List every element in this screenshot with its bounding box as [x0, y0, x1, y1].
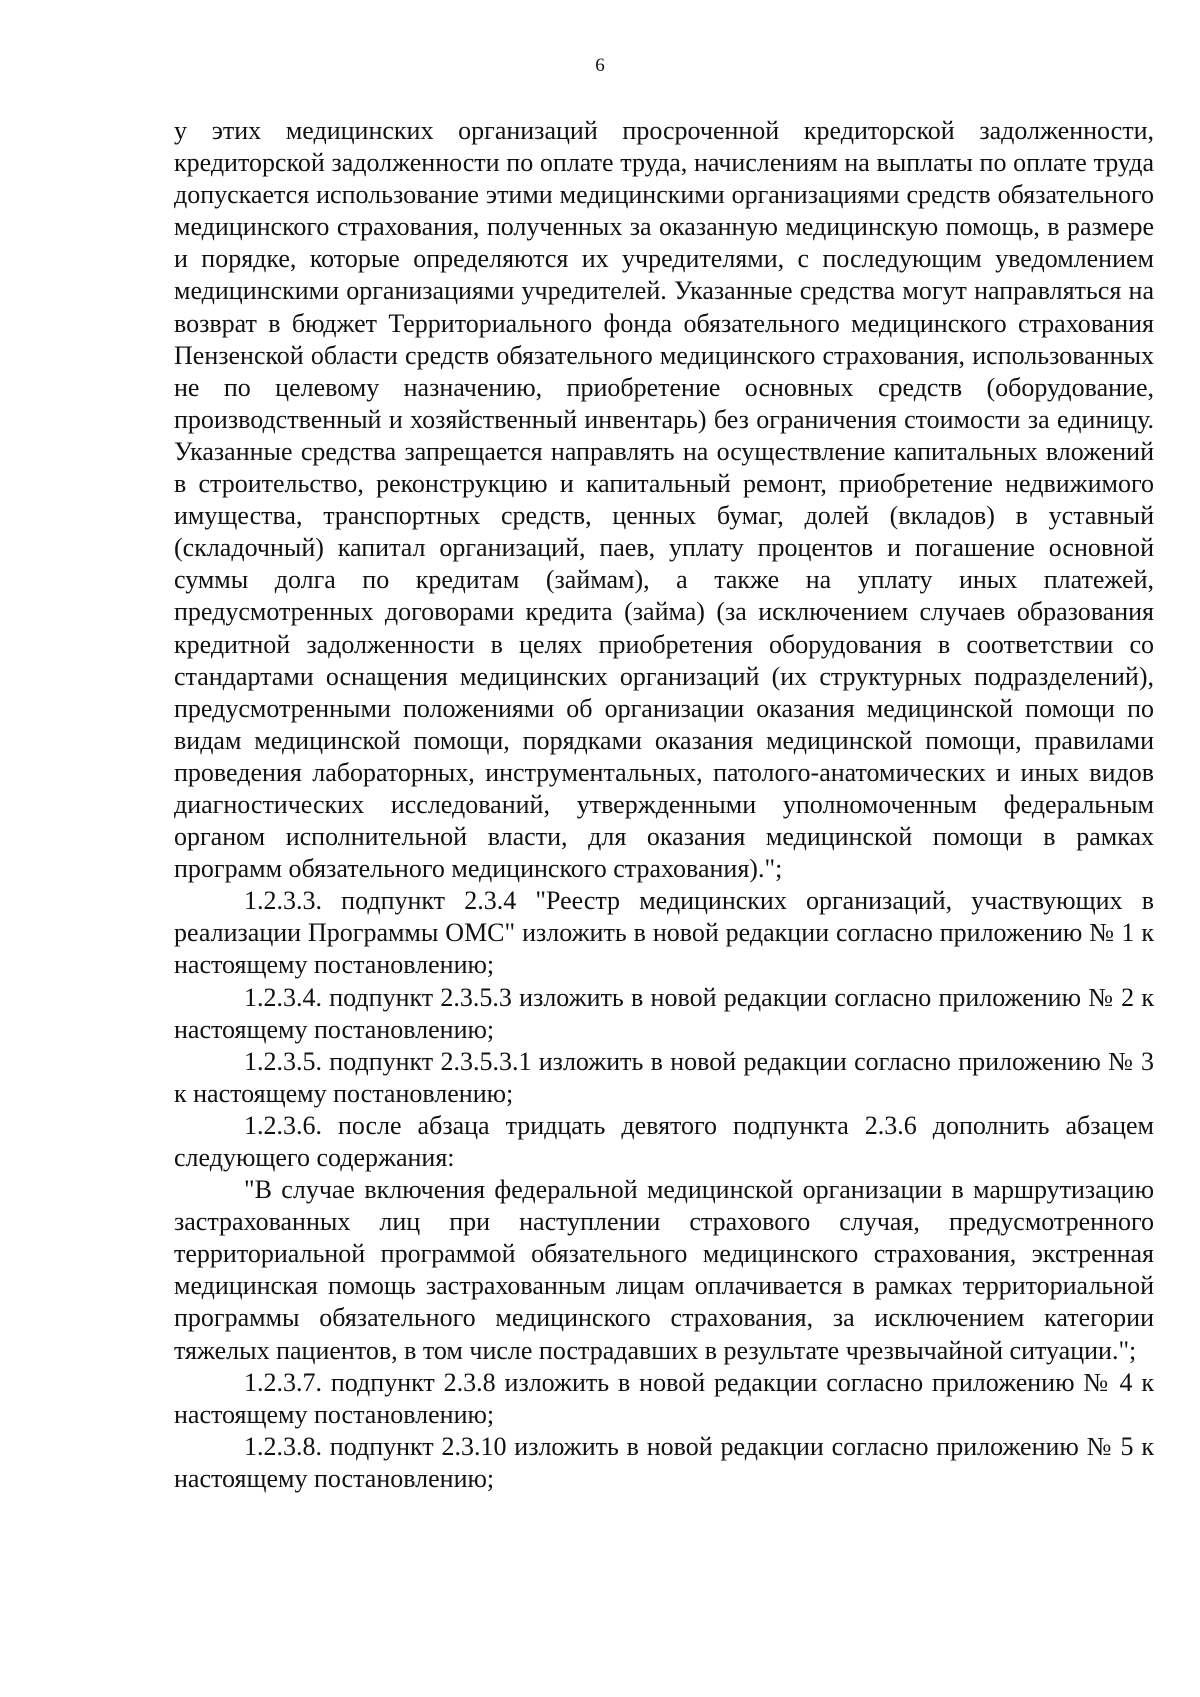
paragraph-item-1-2-3-5: 1.2.3.5. подпункт 2.3.5.3.1 изложить в новой редакции согласно приложению № 3 к настоящему постановлению;	[174, 1046, 1154, 1108]
page-number: 6	[595, 55, 605, 76]
document-body	[174, 115, 1154, 1495]
paragraph-item-1-2-3-3: 1.2.3.3. подпункт 2.3.4 "Реестр медицинских организаций, участвующих в реализации Программы ОМС" изложить в новой редакции согласно приложению № 1 к настоящему постановлению;	[174, 886, 1154, 980]
paragraph-item-1-2-3-6: 1.2.3.6. после абзаца тридцать девятого подпункта 2.3.6 дополнить абзацем следующего содержания:	[174, 1110, 1154, 1172]
paragraph-item-1-2-3-7: 1.2.3.7. подпункт 2.3.8 изложить в новой редакции согласно приложению № 4 к настоящему постановлению;	[174, 1367, 1154, 1429]
paragraph-continuation: у этих медицинских организаций просроченной кредиторской задолженности, кредиторской задолженности по оплате труда, начислениям на выплаты по оплате труда допускается использование этими медицинскими организациями средств обязательного медицинского страхования, полученных за оказанную медицинскую помощь, в размере и порядке, которые определяются их учредителями, с последующим уведомлением медицинскими организациями учредителей. Указанные средства могут направляться на возврат в бюджет Территориального фонда обязательного медицинского страхования Пензенской области средств обязательного медицинского страхования, использованных не по целевому назначению, приобретение основных средств (оборудование, производственный и хозяйственный инвентарь) без ограничения стоимости за единицу. Указанные средства запрещается направлять на осуществление капитальных вложений в строительство, реконструкцию и капитальный ремонт, приобретение недвижимого имущества, транспортных средств, ценных бумаг, долей (вкладов) в уставный (складочный) капитал организаций, паев, уплату процентов и погашение основной суммы долга по кредитам (займам), а также на уплату иных платежей, предусмотренных договорами кредита (займа) (за исключением случаев образования кредитной задолженности в целях приобретения оборудования в соответствии со стандартами оснащения медицинских организаций (их структурных подразделений), предусмотренными положениями об организации оказания медицинской помощи по видам медицинской помощи, порядками оказания медицинской помощи, правилами проведения лабораторных, инструментальных, патолого-анатомических и иных видов диагностических исследований, утвержденными уполномоченным федеральным органом исполнительной власти, для оказания медицинской помощи в рамках программ обязательного медицинского страхования).";	[174, 116, 1154, 884]
paragraph-quoted-insert: "В случае включения федеральной медицинской организации в маршрутизацию застрахованных лиц при наступлении страхового случая, предусмотренного территориальной программой обязательного медицинского страхования, экстренная медицинская помощь застрахованным лицам оплачивается в рамках территориальной программы обязательного медицинского страхования, за исключением категории тяжелых пациентов, в том числе пострадавших в результате чрезвычайной ситуации.";	[174, 1175, 1154, 1365]
paragraph-item-1-2-3-8: 1.2.3.8. подпункт 2.3.10 изложить в новой редакции согласно приложению № 5 к настоящему постановлению;	[174, 1431, 1154, 1493]
paragraph-item-1-2-3-4: 1.2.3.4. подпункт 2.3.5.3 изложить в новой редакции согласно приложению № 2 к настоящему постановлению;	[174, 982, 1154, 1044]
